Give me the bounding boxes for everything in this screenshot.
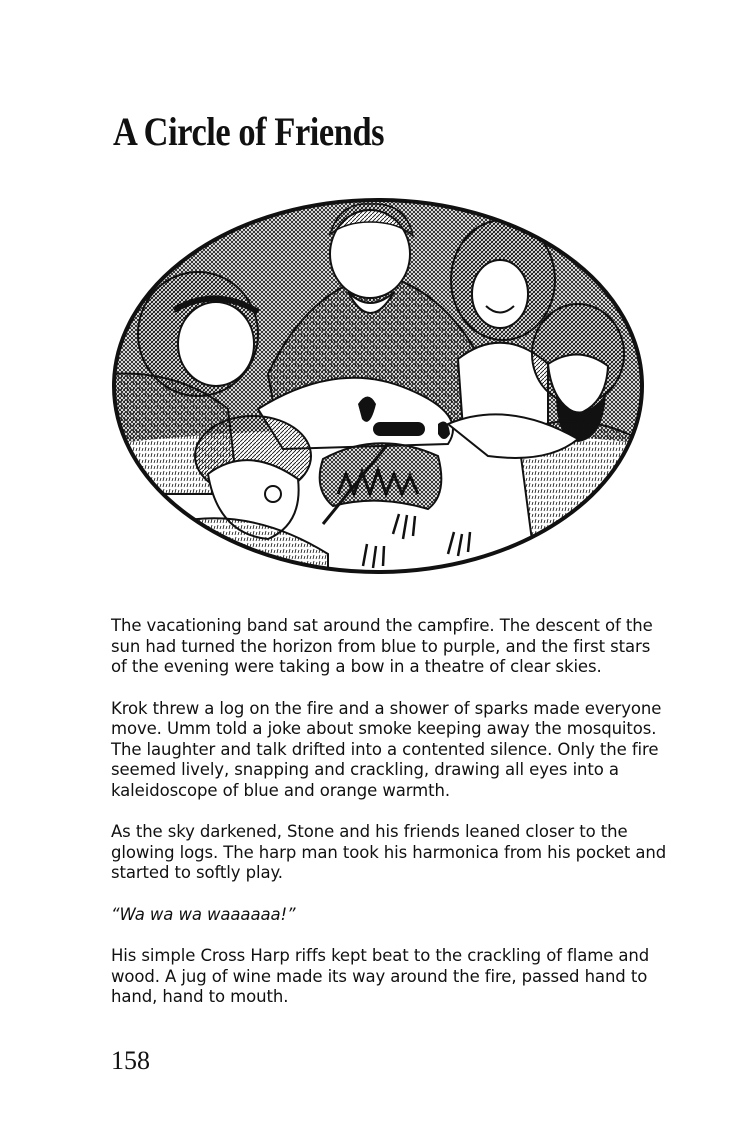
paragraph: Krok threw a log on the fire and a shower of sparks made everyone move. Umm told a joke about smoke keeping away the mosquitos. The laughter and talk drifted into a contented silence. Only the fire seemed lively, snapping and crackling, drawing all eyes into a kaleidoscope of blue and orange warmth. (111, 698, 662, 800)
paragraph: The vacationing band sat around the campfire. The descent of the sun had turned the horizon from blue to purple, and the first stars of the evening were taking a bow in a theatre of clear skies. (111, 616, 653, 676)
campfire-friends-illustration (108, 194, 648, 586)
chapter-body (111, 616, 671, 1029)
page-number: 158 (111, 1046, 150, 1075)
paragraph: As the sky darkened, Stone and his friends leaned closer to the glowing logs. The harp man took his harmonica from his pocket and started to softly play. (111, 822, 667, 882)
chapter-title: A Circle of Friends (113, 109, 385, 154)
paragraph: His simple Cross Harp riffs kept beat to the crackling of flame and wood. A jug of wine made its way around the fire, passed hand to hand, hand to mouth. (111, 946, 650, 1006)
dialogue-line: “Wa wa wa waaaaaa!” (111, 904, 296, 924)
